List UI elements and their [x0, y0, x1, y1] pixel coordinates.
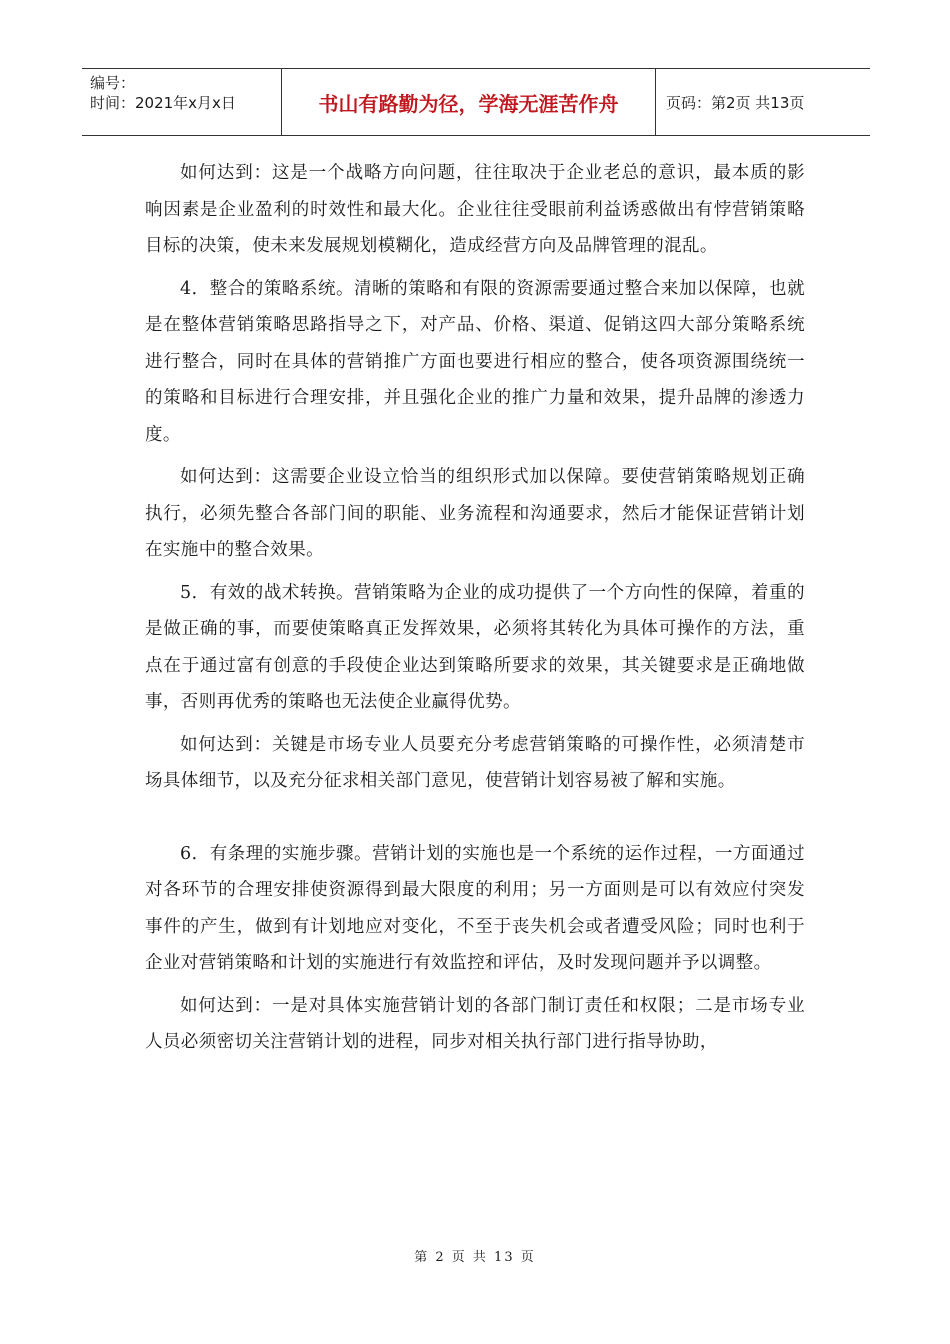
- paragraph: 如何达到：这需要企业设立恰当的组织形式加以保障。要使营销策略规划正确执行，必须先整合各部门间的职能、业务流程和沟通要求，然后才能保证营销计划在实施中的整合效果。: [145, 467, 805, 560]
- document-number-label: 编号：: [90, 74, 136, 92]
- paragraph: 4．整合的策略系统。清晰的策略和有限的资源需要通过整合来加以保障，也就是在整体营销策略思路指导之下，对产品、价格、渠道、促销这四大部分策略系统进行整合，同时在具体的营销推广方面也要进行相应的整合，使各项资源围绕统一的策略和目标进行合理安排，并且强化企业的推广力量和效果，提升品牌的渗透力度。: [145, 278, 805, 445]
- paragraph: 5．有效的战术转换。营销策略为企业的成功提供了一个方向性的保障，着重的是做正确的事，而要使策略真正发挥效果，必须将其转化为具体可操作的方法，重点在于通过富有创意的手段使企业达到策略所要求的效果，其关键要求是正确地做事，否则再优秀的策略也无法使企业赢得优势。: [145, 582, 805, 712]
- page-header: [82, 68, 870, 136]
- header-page-info: 页码：第2页 共13页: [666, 93, 805, 112]
- header-left-cell: [82, 69, 282, 135]
- document-body: [145, 155, 805, 1061]
- paragraph: 如何达到：关键是市场专业人员要充分考虑营销策略的可操作性，必须清楚市场具体细节，以及充分征求相关部门意见，使营销计划容易被了解和实施。: [145, 734, 805, 791]
- page-footer: 第 2 页 共 13 页: [414, 1250, 536, 1265]
- paragraph: 如何达到：这是一个战略方向问题，往往取决于企业老总的意识，最本质的影响因素是企业盈利的时效性和最大化。企业往往受眼前利益诱惑做出有悖营销策略目标的决策，使未来发展规划模糊化，造成经营方向及品牌管理的混乱。: [145, 163, 805, 256]
- document-date: 时间：2021年x月x日: [90, 94, 236, 112]
- paragraph: 6．有条理的实施步骤。营销计划的实施也是一个系统的运作过程，一方面通过对各环节的合理安排使资源得到最大限度的利用；另一方面则是可以有效应付突发事件的产生，做到有计划地应对变化，不至于丧失机会或者遭受风险；同时也利于企业对营销策略和计划的实施进行有效监控和评估，及时发现问题并予以调整。: [145, 843, 805, 973]
- header-motto: 书山有路勤为径，学海无涯苦作舟: [282, 69, 656, 135]
- paragraph: 如何达到：一是对具体实施营销计划的各部门制订责任和权限；二是市场专业人员必须密切关注营销计划的进程，同步对相关执行部门进行指导协助，: [145, 995, 805, 1052]
